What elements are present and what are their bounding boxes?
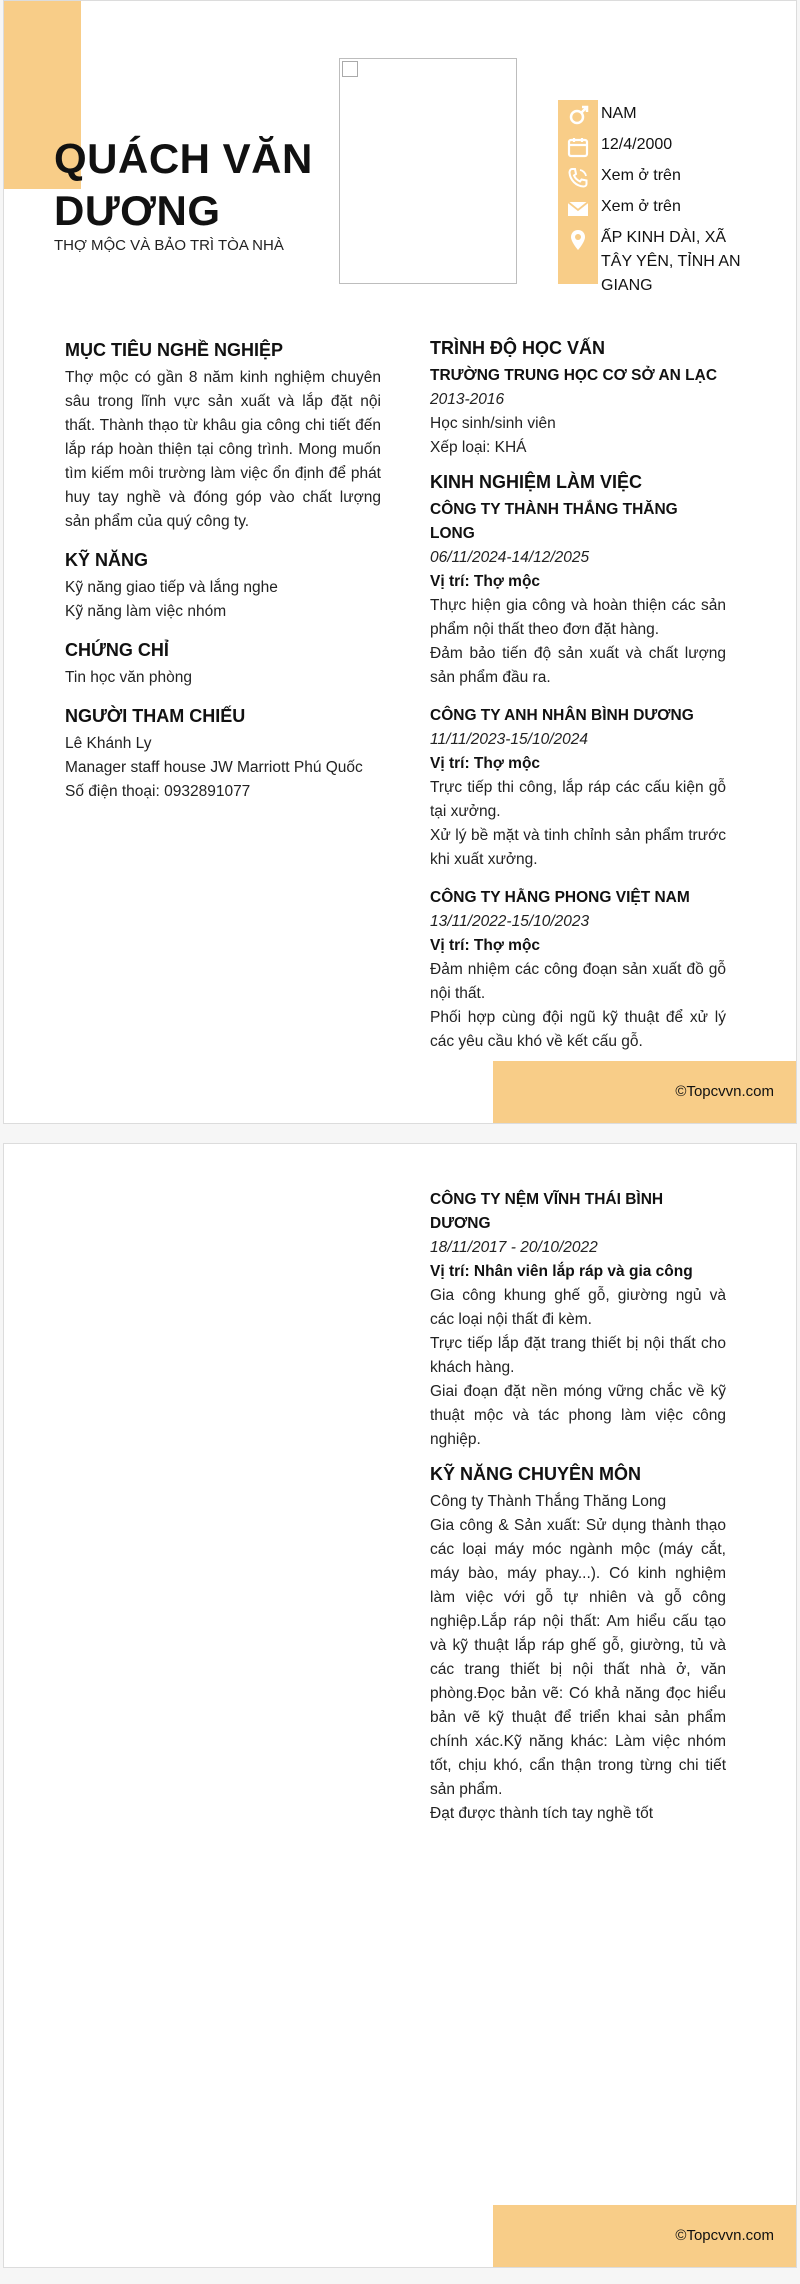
experience-title: KINH NGHIỆM LÀM VIỆC: [430, 472, 643, 492]
reference-phone: Số điện thoại: 0932891077: [65, 783, 251, 800]
profile-photo: [339, 58, 517, 284]
cv-page-1: [3, 0, 797, 1124]
reference-position: Manager staff house JW Marriott Phú Quốc: [65, 759, 363, 776]
job-date: 13/11/2022-15/10/2023: [430, 913, 590, 930]
right-column-continued: [430, 1188, 726, 1826]
cv-page-2: [3, 1143, 797, 2268]
contact-list: [601, 102, 761, 305]
job-role: Vị trí: Nhân viên lắp ráp và gia công: [430, 1263, 693, 1280]
objective-text: Thợ mộc có gần 8 năm kinh nghiệm chuyên sâu trong lĩnh vực sản xuất và lắp đặt nội thất. Thành thạo từ khâu gia công chi tiết đến lắp ráp hoàn thiện tại công trình. Mong muốn tìm kiếm môi trường làm việc ổn định để phát huy tay nghề và đóng góp vào chất lượng sản phẩm của quý công ty.: [65, 369, 381, 530]
job-role: Vị trí: Thợ mộc: [430, 573, 541, 590]
candidate-name: QUÁCH VĂN DƯƠNG: [54, 135, 313, 234]
references-title: NGƯỜI THAM CHIẾU: [65, 706, 246, 726]
job-role: Vị trí: Thợ mộc: [430, 755, 541, 772]
job-duty: Xử lý bề mặt và tinh chỉnh sản phẩm trước khi xuất xưởng.: [430, 827, 726, 868]
education-line: Học sinh/sinh viên: [430, 415, 556, 432]
footer-watermark: ©Topcvvn.com: [675, 1083, 774, 1100]
pro-skills-text: Gia công & Sản xuất: Sử dụng thành thạo các loại máy móc ngành mộc (máy cắt, máy bào, máy phay...). Có kinh nghiệm làm việc với gỗ tự nhiên và gỗ công nghiệp.Lắp ráp nội thất: Am hiểu cấu tạo và kỹ thuật lắp ráp ghế gỗ, giường, tủ và các trang thiết bị nội thất nhà ở, văn phòng.Đọc bản vẽ: Có khả năng đọc hiểu bản vẽ kỹ thuật để triển khai sản phẩm chính xác.Kỹ năng khác: Làm việc nhóm tốt, chịu khó, cẩn thận trong từng chi tiết sản phẩm.: [430, 1517, 726, 1798]
broken-image-icon: [342, 61, 358, 77]
email-icon: [564, 195, 592, 223]
pro-skills-title: KỸ NĂNG CHUYÊN MÔN: [430, 1464, 642, 1484]
school-years: 2013-2016: [430, 391, 505, 408]
job-duty: Đảm nhiệm các công đoạn sản xuất đồ gỗ nội thất.: [430, 961, 726, 1002]
job-entry: [430, 498, 726, 690]
job-company: CÔNG TY NỆM VĨNH THÁI BÌNH DƯƠNG: [430, 1191, 664, 1232]
gender-value: NAM: [601, 105, 637, 122]
contact-icon-strip: [558, 100, 598, 284]
pro-skills-company: Công ty Thành Thắng Thăng Long: [430, 1493, 667, 1510]
job-role: Vị trí: Thợ mộc: [430, 937, 541, 954]
job-company: CÔNG TY THÀNH THẮNG THĂNG LONG: [430, 501, 678, 542]
objective-title: MỤC TIÊU NGHỀ NGHIỆP: [65, 340, 284, 360]
certificates-title: CHỨNG CHỈ: [65, 640, 169, 660]
calendar-icon: [564, 133, 592, 161]
job-company: CÔNG TY ANH NHÂN BÌNH DƯƠNG: [430, 707, 694, 724]
left-column: [65, 338, 381, 804]
job-date: 18/11/2017 - 20/10/2022: [430, 1239, 598, 1256]
job-duty: Giai đoạn đặt nền móng vững chắc về kỹ thuật mộc và tác phong làm việc công nghiệp.: [430, 1383, 726, 1448]
reference-name: Lê Khánh Ly: [65, 735, 152, 752]
job-duty: Trực tiếp lắp đặt trang thiết bị nội thất cho khách hàng.: [430, 1335, 726, 1376]
job-date: 11/11/2023-15/10/2024: [430, 731, 589, 748]
skill-item: Kỹ năng giao tiếp và lắng nghe: [65, 579, 278, 596]
achievement: Đạt được thành tích tay nghề tốt: [430, 1805, 654, 1822]
address-value: ẤP KINH DÀI, XÃ TÂY YÊN, TỈNH AN GIANG: [601, 229, 741, 294]
job-duty: Trực tiếp thi công, lắp ráp các cấu kiện gỗ tại xưởng.: [430, 779, 726, 820]
education-title: TRÌNH ĐỘ HỌC VẤN: [430, 338, 605, 358]
skills-title: KỸ NĂNG: [65, 550, 149, 570]
birthdate-value: 12/4/2000: [601, 136, 673, 153]
email-value: Xem ở trên: [601, 198, 681, 215]
phone-value: Xem ở trên: [601, 167, 681, 184]
job-duty: Gia công khung ghế gỗ, giường ngủ và các loại nội thất đi kèm.: [430, 1287, 726, 1328]
job-entry: [430, 704, 726, 872]
footer-watermark: ©Topcvvn.com: [675, 2227, 774, 2244]
education-line: Xếp loại: KHÁ: [430, 439, 527, 456]
job-entry: [430, 1188, 726, 1452]
job-duty: Phối hợp cùng đội ngũ kỹ thuật để xử lý các yêu cầu khó về kết cấu gỗ.: [430, 1009, 726, 1050]
right-column: [430, 336, 726, 1054]
job-duty: Thực hiện gia công và hoàn thiện các sản phẩm nội thất theo đơn đặt hàng.: [430, 597, 726, 638]
location-icon: [564, 226, 592, 254]
job-entry: [430, 886, 726, 1054]
phone-icon: [564, 164, 592, 192]
job-company: CÔNG TY HẰNG PHONG VIỆT NAM: [430, 889, 690, 906]
gender-icon: [564, 102, 592, 130]
skill-item: Kỹ năng làm việc nhóm: [65, 603, 227, 620]
school-name: TRƯỜNG TRUNG HỌC CƠ SỞ AN LẠC: [430, 367, 718, 384]
job-title: THỢ MỘC VÀ BẢO TRÌ TÒA NHÀ: [54, 237, 284, 254]
footer-band: [493, 1061, 796, 1123]
footer-band: [493, 2205, 796, 2267]
job-duty: Đảm bảo tiến độ sản xuất và chất lượng sản phẩm đầu ra.: [430, 645, 726, 686]
job-date: 06/11/2024-14/12/2025: [430, 549, 590, 566]
certificate-item: Tin học văn phòng: [65, 669, 192, 686]
